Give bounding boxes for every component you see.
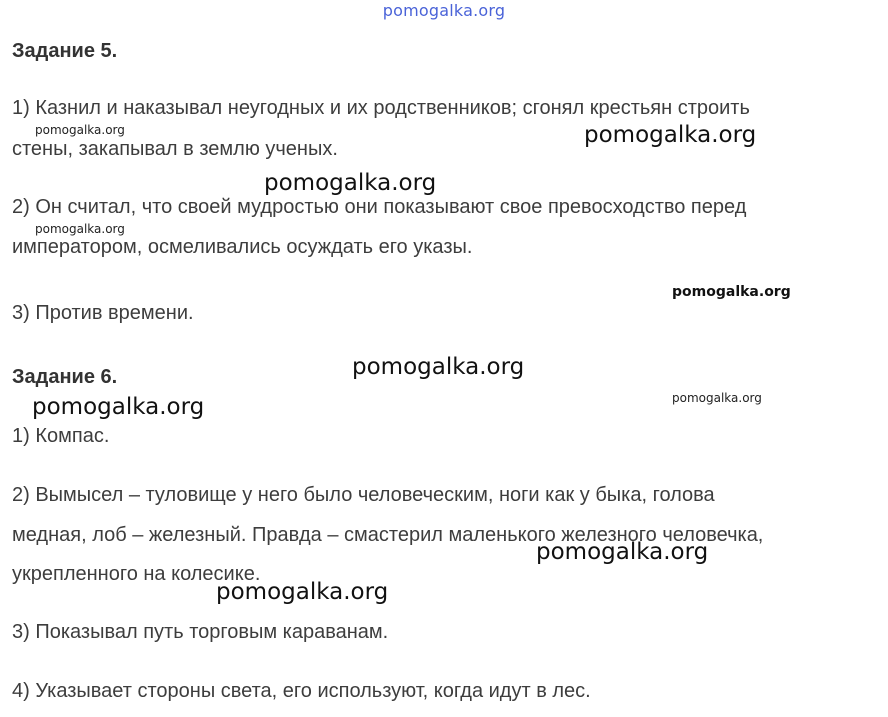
task-6-answer-2-line-2: медная, лоб – железный. Правда – смастерил маленького железного человечка,	[12, 524, 764, 546]
task-5-answer-1-line-2: стены, закапывал в землю ученых.	[12, 138, 338, 160]
task-5-answer-3: 3) Против времени.	[12, 302, 194, 324]
task-5-answer-2-line-2: императором, осмеливались осуждать его указы.	[12, 236, 473, 258]
watermark-medium: pomogalka.org	[672, 284, 791, 300]
watermark-large: pomogalka.org	[264, 170, 437, 196]
watermark-large: pomogalka.org	[216, 579, 389, 605]
task-5-answer-1-line-1: 1) Казнил и наказывал неугодных и их родственников; сгонял крестьян строить	[12, 97, 750, 119]
watermark-small: pomogalka.org	[35, 123, 125, 137]
task-6-answer-3: 3) Показывал путь торговым караванам.	[12, 621, 389, 643]
watermark-large: pomogalka.org	[352, 354, 525, 380]
watermark-large: pomogalka.org	[584, 122, 757, 148]
task-6-answer-4: 4) Указывает стороны света, его используют, когда идут в лес.	[12, 680, 591, 702]
watermark-large: pomogalka.org	[32, 394, 205, 420]
task-6-answer-2-line-1: 2) Вымысел – туловище у него было человеческим, ноги как у быка, голова	[12, 484, 715, 506]
top-watermark: pomogalka.org	[382, 1, 506, 20]
task-6-answer-1: 1) Компас.	[12, 425, 110, 447]
watermark-large: pomogalka.org	[536, 539, 709, 565]
watermark-small: pomogalka.org	[35, 222, 125, 236]
watermark-small: pomogalka.org	[672, 391, 762, 405]
task-6-answer-2-line-3: укрепленного на колесике.	[12, 563, 261, 585]
task-5-answer-2-line-1: 2) Он считал, что своей мудростью они показывают свое превосходство перед	[12, 196, 747, 218]
task-5-heading: Задание 5.	[12, 40, 118, 62]
task-6-heading: Задание 6.	[12, 366, 118, 388]
